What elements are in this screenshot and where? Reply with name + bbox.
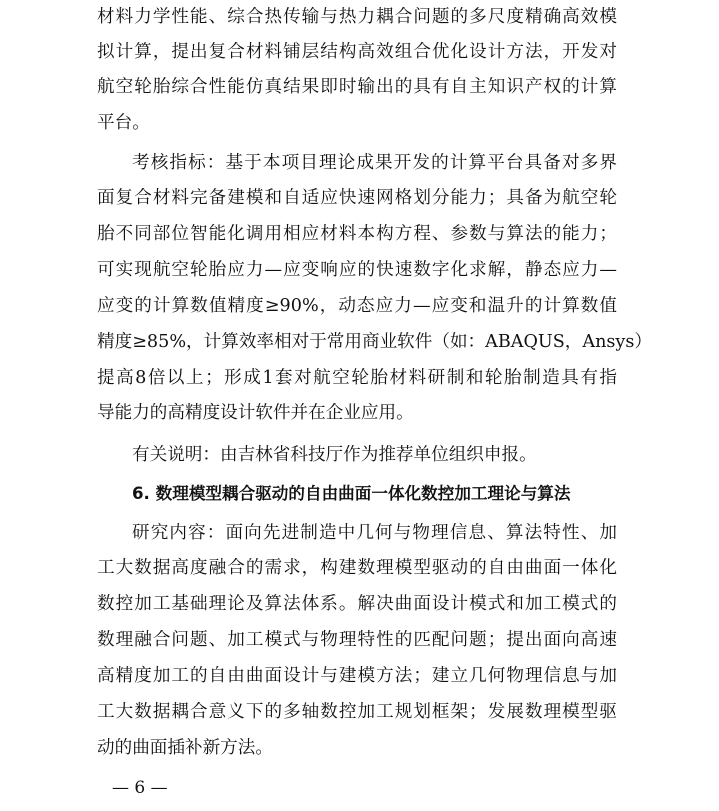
assessment-paragraph-start: 考核指标：基于本项目理论成果开发的计算平台具备对多界 [132, 153, 617, 173]
body-text-line: 导能力的高精度设计软件并在企业应用。 [97, 403, 414, 423]
body-text-line: 平台。 [97, 113, 150, 133]
remarks-paragraph: 有关说明：由吉林省科技厅作为推荐单位组织申报。 [132, 445, 537, 465]
body-text-line: 数理融合问题、加工模式与物理特性的匹配问题；提出面向高速 [97, 630, 617, 650]
body-text-line: 拟计算，提出复合材料铺层结构高效组合优化设计方法，开发对 [97, 42, 617, 62]
body-text-line: 动的曲面插补新方法。 [97, 738, 273, 758]
body-text-line: 材料力学性能、综合热传输与热力耦合问题的多尺度精确高效模 [97, 7, 617, 27]
body-text-line: 精度≥85%，计算效率相对于常用商业软件（如：ABAQUS，Ansys） [97, 332, 652, 352]
body-text-line: 工大数据高度融合的需求，构建数理模型驱动的自由曲面一体化 [97, 558, 617, 578]
body-text-line: 航空轮胎综合性能仿真结果即时输出的具有自主知识产权的计算 [97, 77, 617, 97]
body-text-line: 胎不同部位智能化调用相应材料本构方程、参数与算法的能力； [97, 224, 617, 244]
body-text-line: 数控加工基础理论及算法体系。解决曲面设计模式和加工模式的 [97, 594, 617, 614]
body-text-line: 高精度加工的自由曲面设计与建模方法；建立几何物理信息与加 [97, 666, 617, 686]
body-text-line: 应变的计算数值精度≥90%，动态应力—应变和温升的计算数值 [97, 296, 617, 316]
section-heading: 6. 数理模型耦合驱动的自由曲面一体化数控加工理论与算法 [132, 484, 571, 503]
body-text-line: 可实现航空轮胎应力—应变响应的快速数字化求解，静态应力— [97, 260, 617, 280]
research-paragraph-start: 研究内容：面向先进制造中几何与物理信息、算法特性、加 [132, 523, 617, 543]
page-number: — 6 — [112, 778, 168, 798]
body-text-line: 面复合材料完备建模和自适应快速网格划分能力；具备为航空轮 [97, 188, 617, 208]
body-text-line: 提高8倍以上；形成1套对航空轮胎材料研制和轮胎制造具有指 [97, 368, 617, 388]
body-text-line: 工大数据耦合意义下的多轴数控加工规划框架；发展数理模型驱 [97, 702, 617, 722]
